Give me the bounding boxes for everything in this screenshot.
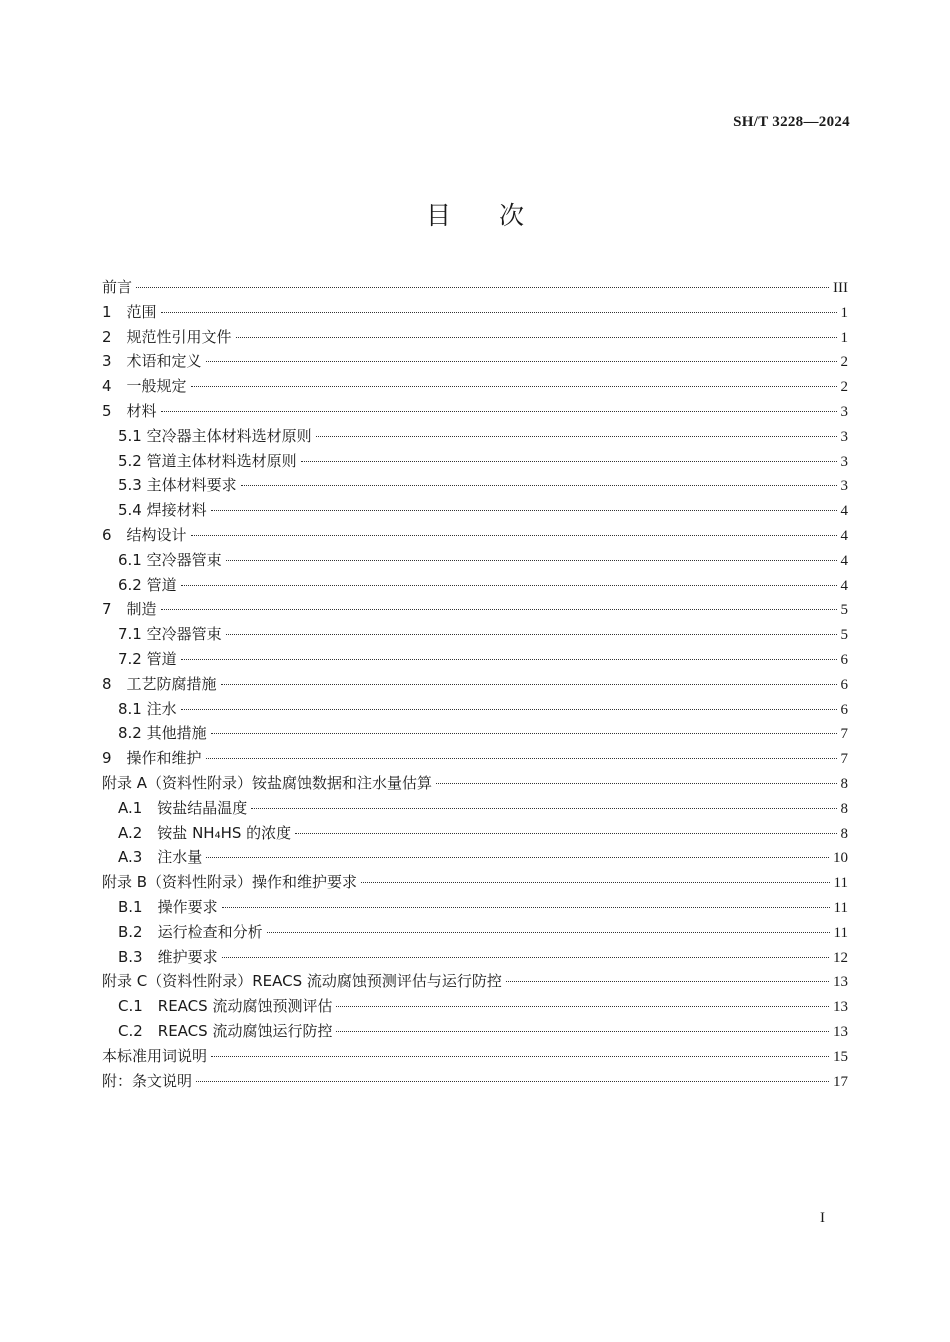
toc-leader-dots bbox=[136, 287, 829, 288]
toc-entry-label: 7 制造 bbox=[102, 600, 157, 619]
toc-entry-page: 11 bbox=[833, 924, 848, 941]
toc-entry-page: 2 bbox=[840, 354, 848, 371]
toc-entry-page: 1 bbox=[840, 329, 848, 346]
toc-entry-label: 前言 bbox=[102, 278, 133, 296]
toc-entry-page: 7 bbox=[840, 751, 848, 768]
toc-leader-dots bbox=[181, 659, 837, 660]
toc-entry-page: 4 bbox=[840, 527, 848, 544]
toc-entry-page: 3 bbox=[840, 403, 848, 420]
toc-entry-label: 8.2 其他措施 bbox=[118, 724, 207, 743]
toc-entry-label: A.1 铵盐结晶温度 bbox=[118, 798, 248, 817]
toc-entry-page: 1 bbox=[840, 304, 848, 321]
toc-entry[interactable] bbox=[102, 524, 848, 549]
toc-entry[interactable] bbox=[102, 822, 848, 847]
toc-entry-page: 5 bbox=[840, 602, 848, 619]
toc-entry-label: B.3 维护要求 bbox=[118, 947, 218, 966]
toc-entry[interactable] bbox=[102, 574, 848, 599]
toc-entry[interactable] bbox=[102, 400, 848, 425]
toc-leader-dots bbox=[506, 981, 829, 982]
toc-entry-label: 5.2 管道主体材料选材原则 bbox=[118, 451, 297, 470]
toc-entry-label: 5.1 空冷器主体材料选材原则 bbox=[118, 426, 312, 445]
toc-leader-dots bbox=[211, 510, 837, 511]
toc-leader-dots bbox=[226, 560, 837, 561]
toc-leader-dots bbox=[436, 783, 836, 784]
toc-entry-label: 附：条文说明 bbox=[102, 1071, 193, 1090]
toc-entry-label: 5.3 主体材料要求 bbox=[118, 476, 237, 495]
toc-entry-label: 6.1 空冷器管束 bbox=[118, 550, 222, 569]
toc-leader-dots bbox=[181, 585, 837, 586]
toc-entry[interactable] bbox=[102, 326, 848, 351]
toc-entry-label: 6.2 管道 bbox=[118, 575, 177, 594]
table-of-contents bbox=[102, 276, 848, 1094]
toc-entry[interactable] bbox=[102, 698, 848, 723]
toc-entry-label: 5.4 焊接材料 bbox=[118, 501, 207, 520]
toc-entry-page: 8 bbox=[840, 800, 848, 817]
toc-entry-label: B.2 运行检查和分析 bbox=[118, 922, 263, 941]
toc-leader-dots bbox=[316, 436, 837, 437]
toc-entry-page: 2 bbox=[840, 379, 848, 396]
toc-leader-dots bbox=[206, 857, 829, 858]
toc-entry-label: A.2 铵盐 NH₄HS 的浓度 bbox=[118, 823, 292, 842]
toc-entry-label: B.1 操作要求 bbox=[118, 897, 218, 916]
toc-entry[interactable] bbox=[102, 598, 848, 623]
toc-entry[interactable] bbox=[102, 722, 848, 747]
toc-entry-page: 3 bbox=[840, 478, 848, 495]
toc-entry-page: 3 bbox=[840, 453, 848, 470]
toc-entry[interactable] bbox=[102, 772, 848, 797]
toc-entry[interactable] bbox=[102, 623, 848, 648]
toc-entry[interactable] bbox=[102, 1070, 848, 1095]
toc-entry[interactable] bbox=[102, 648, 848, 673]
toc-entry[interactable] bbox=[102, 499, 848, 524]
toc-entry[interactable] bbox=[102, 375, 848, 400]
toc-leader-dots bbox=[236, 337, 837, 338]
toc-leader-dots bbox=[206, 361, 837, 362]
toc-entry[interactable] bbox=[102, 846, 848, 871]
toc-entry-page: 6 bbox=[840, 651, 848, 668]
toc-entry-label: C.2 REACS 流动腐蚀运行防控 bbox=[118, 1021, 333, 1040]
toc-leader-dots bbox=[295, 833, 836, 834]
toc-entry[interactable] bbox=[102, 797, 848, 822]
toc-leader-dots bbox=[161, 411, 837, 412]
toc-leader-dots bbox=[196, 1081, 829, 1082]
toc-entry-label: 8 工艺防腐措施 bbox=[102, 674, 217, 693]
toc-entry[interactable] bbox=[102, 301, 848, 326]
toc-leader-dots bbox=[222, 957, 829, 958]
toc-leader-dots bbox=[161, 312, 837, 313]
toc-entry-label: 7.1 空冷器管束 bbox=[118, 625, 222, 644]
toc-entry[interactable] bbox=[102, 896, 848, 921]
toc-leader-dots bbox=[336, 1006, 829, 1007]
toc-entry-page: 4 bbox=[840, 503, 848, 520]
toc-entry-page: 8 bbox=[840, 825, 848, 842]
toc-leader-dots bbox=[241, 485, 837, 486]
toc-leader-dots bbox=[191, 386, 837, 387]
toc-leader-dots bbox=[161, 609, 837, 610]
toc-leader-dots bbox=[191, 535, 837, 536]
toc-entry[interactable] bbox=[102, 871, 848, 896]
toc-entry-label: 5 材料 bbox=[102, 401, 157, 420]
toc-entry-label: 2 规范性引用文件 bbox=[102, 327, 232, 346]
toc-entry[interactable] bbox=[102, 350, 848, 375]
standard-number: SH/T 3228—2024 bbox=[733, 114, 850, 130]
toc-entry[interactable] bbox=[102, 1045, 848, 1070]
toc-entry-page: III bbox=[833, 280, 848, 296]
toc-leader-dots bbox=[181, 709, 837, 710]
toc-entry-label: A.3 注水量 bbox=[118, 848, 203, 867]
toc-entry[interactable] bbox=[102, 276, 848, 301]
toc-entry-label: 9 操作和维护 bbox=[102, 749, 202, 768]
toc-entry-page: 17 bbox=[833, 1073, 848, 1090]
toc-entry[interactable] bbox=[102, 921, 848, 946]
toc-entry-page: 13 bbox=[833, 974, 848, 991]
toc-entry[interactable] bbox=[102, 450, 848, 475]
toc-entry-page: 13 bbox=[833, 1023, 848, 1040]
toc-entry-page: 7 bbox=[840, 726, 848, 743]
toc-leader-dots bbox=[226, 634, 837, 635]
toc-entry-label: 7.2 管道 bbox=[118, 649, 177, 668]
toc-entry-page: 11 bbox=[833, 899, 848, 916]
toc-entry-label: 6 结构设计 bbox=[102, 525, 187, 544]
toc-entry[interactable] bbox=[102, 549, 848, 574]
toc-leader-dots bbox=[361, 882, 829, 883]
toc-entry-page: 5 bbox=[840, 627, 848, 644]
toc-entry-page: 4 bbox=[840, 577, 848, 594]
toc-entry-label: 附录 B（资料性附录）操作和维护要求 bbox=[102, 873, 358, 892]
toc-entry-label: C.1 REACS 流动腐蚀预测评估 bbox=[118, 997, 333, 1016]
toc-leader-dots bbox=[222, 907, 830, 908]
toc-leader-dots bbox=[211, 733, 837, 734]
toc-entry-label: 本标准用词说明 bbox=[102, 1046, 208, 1065]
toc-entry-label: 8.1 注水 bbox=[118, 699, 177, 718]
toc-leader-dots bbox=[206, 758, 837, 759]
toc-entry[interactable] bbox=[102, 673, 848, 698]
toc-entry[interactable] bbox=[102, 474, 848, 499]
toc-entry-label: 附录 C（资料性附录）REACS 流动腐蚀预测评估与运行防控 bbox=[102, 972, 502, 991]
page-title: 目次 bbox=[425, 201, 572, 230]
toc-entry[interactable] bbox=[102, 995, 848, 1020]
toc-entry-label: 4 一般规定 bbox=[102, 377, 187, 396]
toc-entry-page: 4 bbox=[840, 552, 848, 569]
toc-entry-page: 6 bbox=[840, 676, 848, 693]
toc-entry[interactable] bbox=[102, 1020, 848, 1045]
toc-entry[interactable] bbox=[102, 946, 848, 971]
toc-entry[interactable] bbox=[102, 747, 848, 772]
toc-entry-page: 13 bbox=[833, 999, 848, 1016]
toc-leader-dots bbox=[211, 1056, 829, 1057]
toc-entry[interactable] bbox=[102, 970, 848, 995]
toc-entry-page: 3 bbox=[840, 428, 848, 445]
toc-leader-dots bbox=[267, 932, 830, 933]
toc-leader-dots bbox=[251, 808, 836, 809]
toc-leader-dots bbox=[221, 684, 837, 685]
toc-entry-label: 附录 A（资料性附录）铵盐腐蚀数据和注水量估算 bbox=[102, 773, 433, 792]
page-number: I bbox=[820, 1210, 825, 1226]
toc-entry-page: 8 bbox=[840, 775, 848, 792]
toc-entry-label: 1 范围 bbox=[102, 302, 157, 321]
toc-entry-page: 6 bbox=[840, 701, 848, 718]
toc-entry[interactable] bbox=[102, 425, 848, 450]
toc-leader-dots bbox=[336, 1031, 829, 1032]
toc-entry-page: 11 bbox=[833, 875, 848, 892]
toc-entry-page: 10 bbox=[833, 850, 848, 867]
toc-entry-label: 3 术语和定义 bbox=[102, 352, 202, 371]
toc-leader-dots bbox=[301, 461, 837, 462]
toc-entry-page: 12 bbox=[833, 949, 848, 966]
toc-entry-page: 15 bbox=[833, 1048, 848, 1065]
